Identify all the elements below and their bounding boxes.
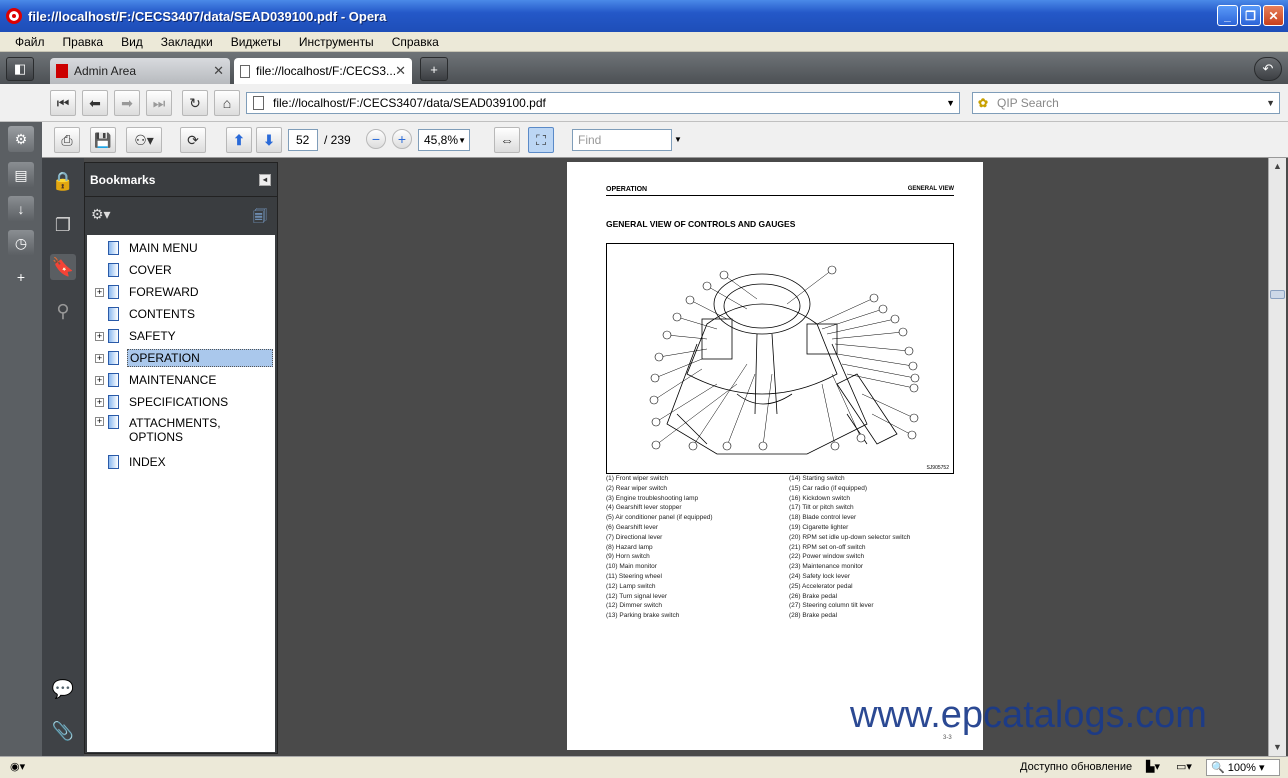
controls-diagram [606, 243, 954, 474]
caption-item: (27) Steering column tilt lever [789, 602, 874, 610]
panel-toggle-button[interactable]: ◧ [6, 57, 34, 81]
menu-help[interactable]: Справка [391, 34, 439, 49]
caption-item: (2) Rear wiper switch [606, 484, 668, 492]
settings-gear-icon[interactable]: ⚙ [8, 126, 34, 152]
fit-page-icon[interactable]: ⛶ [528, 127, 554, 153]
header-rule [606, 195, 954, 196]
caption-item: (23) Maintenance monitor [789, 563, 864, 571]
caption-item: (3) Engine troubleshooting lamp [606, 494, 699, 502]
next-page-icon[interactable]: ⬇ [256, 127, 282, 153]
scroll-thumb[interactable] [1270, 290, 1285, 299]
page-icon [253, 96, 264, 110]
bookmark-main-menu[interactable]: MAIN MENU [87, 239, 275, 257]
history-clock-icon[interactable]: ◷ [8, 230, 34, 256]
scroll-down-icon[interactable]: ▼ [1273, 742, 1282, 752]
menu-widgets[interactable]: Виджеты [230, 34, 281, 49]
caption-item: (11) Steering wheel [606, 573, 662, 580]
tab-bar [0, 52, 1288, 84]
caption-item: (17) Tilt or pitch switch [789, 504, 854, 512]
update-available-text[interactable]: Доступно обновление [1020, 761, 1133, 773]
bookmark-label [127, 415, 223, 445]
scroll-up-icon[interactable]: ▲ [1273, 161, 1282, 171]
comments-icon[interactable]: 💬 [51, 678, 75, 699]
caption-item: (9) Horn switch [606, 553, 650, 561]
caption-item: (14) Starting switch [789, 475, 845, 482]
figure-code: SJ905752 [926, 465, 949, 471]
cab-illustration [607, 244, 953, 473]
bookmark-index[interactable]: INDEX [87, 453, 275, 471]
opera-panel-strip [0, 84, 42, 756]
review-icon[interactable]: ⟳ [180, 127, 206, 153]
bookmark-label-line2: OPTIONS [129, 430, 184, 444]
menu-view[interactable]: Вид [121, 34, 143, 49]
bookmarks-icon[interactable]: 🔖 [50, 254, 76, 280]
reload-icon[interactable]: ↻ [182, 90, 208, 116]
expand-icon[interactable]: + [96, 396, 103, 407]
address-toolbar [0, 84, 1288, 122]
close-tab-icon[interactable]: ✕ [213, 63, 224, 78]
expand-icon[interactable]: + [96, 286, 103, 297]
caption-item: (15) Car radio (if equipped) [789, 484, 868, 492]
opera-logo-icon [6, 8, 22, 24]
search-input[interactable] [972, 92, 1280, 114]
close-button[interactable]: ✕ [1263, 5, 1284, 26]
bookmarks-tree [87, 235, 275, 752]
caption-item: (10) Main monitor [606, 563, 657, 571]
vertical-scrollbar[interactable] [1268, 158, 1286, 756]
zoom-value: 45,8% [424, 133, 459, 147]
page-number-value: 52 [296, 133, 310, 147]
tab-label: Admin Area [74, 64, 137, 78]
find-input[interactable] [572, 129, 672, 151]
home-icon[interactable]: ⌂ [214, 90, 240, 116]
caption-item: (22) Power window switch [789, 553, 865, 561]
fast-forward-icon[interactable]: ⏭ [146, 90, 172, 116]
status-bar [0, 756, 1288, 778]
bookmark-specifications[interactable]: + SPECIFICATIONS [96, 395, 229, 409]
pages-icon[interactable]: ❐ [54, 214, 72, 235]
bookmark-safety[interactable]: + SAFETY [96, 329, 176, 343]
caption-item: (12) Lamp switch [606, 582, 656, 590]
menu-bar [0, 32, 1288, 52]
zoom-select[interactable] [418, 129, 470, 151]
watermark: www.epcatalogs.com [850, 694, 1207, 736]
section-heading: GENERAL VIEW OF CONTROLS AND GAUGES [606, 219, 796, 229]
rewind-icon[interactable]: ⏮ [50, 90, 76, 116]
downloads-icon[interactable]: ↓ [8, 196, 34, 222]
search-dropdown-icon[interactable]: ▼ [1266, 98, 1275, 108]
bookmark-icon [108, 329, 119, 343]
collaborate-icon[interactable]: ⚇▾ [126, 127, 162, 153]
window-titlebar[interactable] [0, 0, 1288, 32]
bookmark-icon [108, 395, 119, 409]
maximize-button[interactable]: ❐ [1240, 5, 1261, 26]
find-dropdown-icon[interactable]: ▼ [674, 135, 682, 144]
collapse-panel-icon[interactable]: ◂ [259, 174, 271, 186]
page-total: / 239 [324, 133, 351, 147]
caption-item: (26) Brake pedal [789, 592, 838, 600]
forward-icon[interactable]: ➡ [114, 90, 140, 116]
expand-icon[interactable]: + [96, 416, 103, 426]
speed-dial-icon[interactable]: ◉▾ [10, 761, 26, 773]
back-icon[interactable]: ⬅ [82, 90, 108, 116]
attachments-paperclip-icon[interactable]: 📎 [51, 720, 75, 741]
close-tab-icon[interactable]: ✕ [395, 63, 406, 78]
bookmarks-title: Bookmarks [90, 172, 156, 187]
image-toggle-icon[interactable]: ▭▾ [1176, 761, 1192, 773]
address-url: file://localhost/F:/CECS3407/data/SEAD039100.pdf [273, 96, 546, 110]
window-title: file://localhost/F:/CECS3407/data/SEAD039100.pdf - Opera [28, 8, 387, 24]
bookmark-icon [108, 351, 119, 365]
caption-item: (13) Parking brake switch [606, 612, 680, 620]
address-dropdown-icon[interactable]: ▼ [946, 98, 955, 108]
page-number: 3-3 [943, 735, 952, 741]
notes-icon[interactable]: ▤ [8, 162, 34, 188]
status-zoom-value: 100% [1227, 762, 1256, 774]
caption-item: (4) Gearshift lever stopper [606, 504, 682, 512]
expand-icon[interactable]: + [96, 330, 103, 341]
tab-label: file://localhost/F:/CECS3... [256, 64, 397, 78]
caption-item: (6) Gearshift lever [606, 524, 659, 531]
zoom-in-icon[interactable]: + [392, 129, 412, 149]
menu-bookmarks[interactable]: Закладки [160, 34, 213, 49]
save-icon[interactable]: 💾 [90, 127, 116, 153]
bookmark-icon [108, 455, 119, 469]
fit-width-icon[interactable]: ⇔ [494, 127, 520, 153]
find-placeholder: Find [578, 133, 602, 147]
menu-tools[interactable]: Инструменты [298, 34, 374, 49]
bookmark-contents[interactable]: CONTENTS [87, 305, 275, 323]
new-bookmark-icon[interactable]: 🗐 [253, 208, 267, 224]
caption-item: (20) RPM set idle up-down selector switch [789, 533, 911, 541]
bookmark-cover[interactable]: COVER [87, 261, 275, 279]
pdf-navigation-strip [42, 158, 84, 756]
address-input[interactable] [246, 92, 960, 114]
bookmarks-header [85, 163, 277, 197]
caption-item: (21) RPM set on-off switch [789, 543, 866, 551]
bookmark-icon [108, 415, 119, 429]
tab-pdf[interactable] [234, 58, 412, 84]
new-tab-button[interactable]: + [420, 57, 448, 81]
qip-search-icon: ✿ [978, 96, 989, 110]
page-header-right: GENERAL VIEW [907, 186, 954, 192]
options-gear-icon[interactable]: ⚙▾ [91, 206, 111, 222]
pdf-toolbar [42, 122, 1288, 158]
caption-item: (24) Safety lock lever [789, 573, 851, 580]
caption-item: (8) Hazard lamp [606, 543, 653, 551]
pdf-page [567, 162, 983, 750]
trash-icon[interactable]: ↶ [1254, 57, 1282, 81]
minimize-button[interactable]: _ [1217, 5, 1238, 26]
previous-page-icon[interactable]: ⬆ [226, 127, 252, 153]
caption-item: (16) Kickdown switch [789, 494, 851, 502]
tab-admin-area[interactable] [50, 58, 230, 84]
page-header-left: OPERATION [606, 186, 648, 193]
site-favicon-icon [56, 64, 68, 78]
print-icon[interactable]: ⎙ [54, 127, 80, 153]
zoom-control[interactable]: 🔍 100% ▾ [1206, 759, 1280, 776]
bookmark-foreward[interactable]: + FOREWARD [96, 285, 199, 299]
bookmark-label-line1: ATTACHMENTS, [129, 416, 221, 430]
menu-file[interactable]: Файл [15, 34, 45, 49]
expand-icon[interactable]: + [96, 374, 103, 385]
page-view-icon[interactable]: ▙▾ [1146, 761, 1160, 773]
search-placeholder: QIP Search [997, 96, 1059, 110]
menu-edit[interactable]: Правка [62, 34, 104, 49]
caption-item: (1) Front wiper switch [606, 475, 669, 482]
caption-item: (25) Accelerator pedal [789, 582, 853, 590]
bookmark-icon [108, 373, 119, 387]
bookmarks-tools [85, 197, 277, 233]
bookmark-icon [108, 263, 119, 277]
bookmark-operation[interactable]: + OPERATION [87, 349, 275, 367]
caption-item: (7) Directional lever [606, 533, 663, 541]
lock-icon[interactable]: 🔒 [51, 170, 75, 191]
add-panel-icon[interactable]: + [16, 269, 26, 285]
bookmark-icon [108, 285, 119, 299]
caption-item: (12) Turn signal lever [606, 592, 668, 600]
bookmark-icon [108, 241, 119, 255]
caption-item: (18) Blade control lever [789, 514, 857, 522]
bookmarks-panel [84, 162, 278, 754]
page-favicon-icon [240, 65, 250, 78]
page-number-input[interactable] [288, 129, 318, 151]
zoom-dropdown-icon[interactable]: ▼ [458, 135, 466, 145]
expand-icon[interactable]: + [96, 352, 103, 363]
caption-item: (5) Air conditioner panel (if equipped) [606, 514, 713, 522]
bookmark-attachments-options[interactable] [87, 415, 275, 451]
caption-item: (19) Cigarette lighter [789, 524, 849, 531]
caption-item: (12) Dimmer switch [606, 602, 662, 610]
bookmark-icon [108, 307, 119, 321]
binoculars-icon[interactable]: ⚲ [56, 300, 70, 321]
bookmark-maintenance[interactable]: + MAINTENANCE [96, 373, 217, 387]
caption-item: (28) Brake pedal [789, 612, 838, 620]
zoom-out-icon[interactable]: − [366, 129, 386, 149]
